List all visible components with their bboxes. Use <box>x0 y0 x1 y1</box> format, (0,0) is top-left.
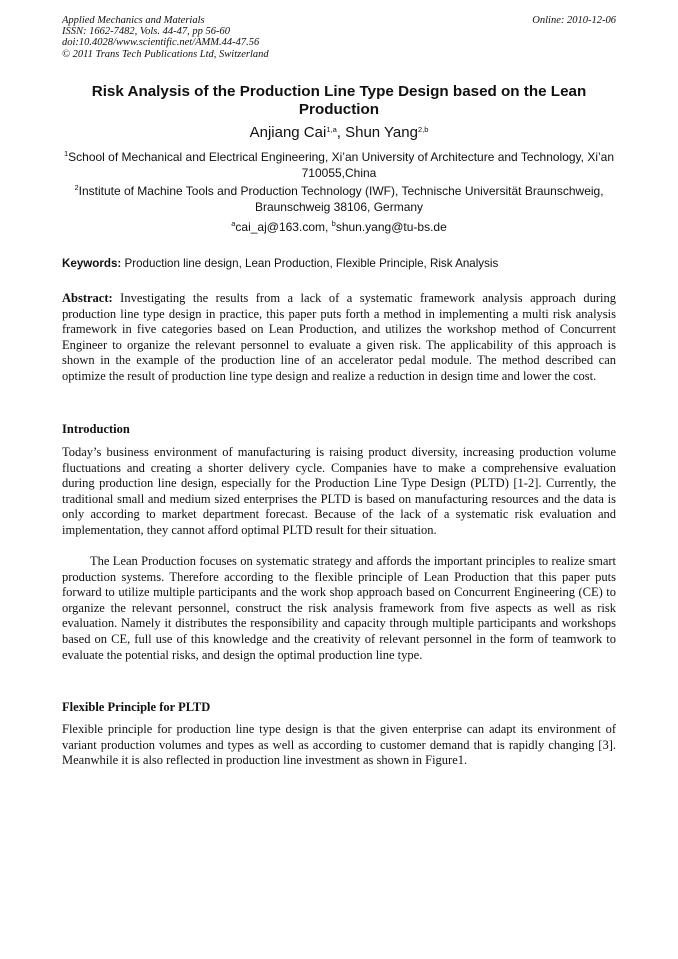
section-heading-introduction: Introduction <box>62 422 130 436</box>
abstract <box>62 291 616 385</box>
keywords-text: Production line design, Lean Production, Flexible Principle, Risk Analysis <box>121 257 499 270</box>
affiliation-mark: 2 <box>74 183 79 192</box>
abstract-label: Abstract: <box>62 291 113 305</box>
email-link[interactable]: cai_aj@163.com <box>235 220 325 234</box>
author-list <box>62 124 616 142</box>
abstract-text: Investigating the results from a lack of a systematic framework analysis approach during production line type design in practice, this paper puts forth a method in implementing a multi risk analysis framework in five categories based on Lean Production, and utilizes the workshop method of Concurrent Engineer to organize the relevant personnel to evaluate a given risk. The applicability of this approach is shown in the example of the production line of an accelerator pedal module. The method described can optimize the result of production line type design and realize a reduction in design time and lower the cost. <box>62 291 616 383</box>
body-paragraph: Flexible principle for production line type design is that the given enterprise can adapt its environment of variant production volumes and types as well as according to customer demand that is rapidly changing [3]. Meanwhile it is also reflected in production line investment as shown in Figure1. <box>62 722 616 768</box>
journal-header <box>62 15 269 60</box>
body-paragraph: Today’s business environment of manufacturing is raising product diversity, increasing production volume fluctuations and creating a shorter delivery cycle. Companies have to make a comprehensive evaluation during production line design, especially for the Production Line Type Design (PLTD) [1-2]. Currently, the traditional small and medium sized enterprises the PLTD is based on manufacturing resources and the data is only according to market department forecast. Because of the lack of a systematic risk evaluation and implementation, they cannot afford optimal PLTD result for their situation. <box>62 445 616 537</box>
email-separator: , <box>324 220 332 234</box>
section-heading-flexible-principle: Flexible Principle for PLTD <box>62 700 211 714</box>
author-affiliation-mark: 1,a <box>326 125 337 134</box>
paper-title: Risk Analysis of the Production Line Type Design based on the Lean Production <box>91 83 587 118</box>
author-name: Shun Yang <box>345 124 418 141</box>
keywords <box>62 256 616 271</box>
author-separator: , <box>336 124 346 141</box>
online-date: Online: 2010-12-06 <box>532 15 616 26</box>
keywords-label: Keywords: <box>62 257 122 270</box>
affiliation-text: School of Mechanical and Electrical Engineering, Xi’an University of Architecture and Technology, Xi’an 710055,China <box>68 150 615 180</box>
affiliation-1 <box>62 149 616 181</box>
affiliation-mark: 1 <box>63 149 69 158</box>
issn-line: ISSN: 1662-7482, Vols. 44-47, pp 56-60 <box>62 26 230 38</box>
author-affiliation-mark: 2,b <box>417 125 429 134</box>
email-mark: a <box>231 219 236 228</box>
email-mark: b <box>331 219 336 228</box>
affiliation-text: Institute of Machine Tools and Production Technology (IWF), Technische Universität Braunschweig, Braunschweig 38106, Germany <box>78 184 604 214</box>
body-paragraph: The Lean Production focuses on systematic strategy and affords the important principles to realize smart production systems. Therefore according to the flexible principle of Lean Production that this paper puts forward to utilize multiple participants and the work shop approach based on Concurrent Engineering (CE) to organize the relevant personnel, construct the risk analysis framework from five aspects as well as risk evaluation. Namely it distributes the responsibility and capacity through multiple participants and workshops based on CE, full use of this knowledge and the creativity of relevant personnel in the form of teamwork to evaluate the potential risks, and design the optimal production line type. <box>62 554 616 662</box>
author-name: Anjiang Cai <box>249 124 327 141</box>
journal-name: Applied Mechanics and Materials <box>62 15 205 26</box>
affiliation-2 <box>62 183 616 215</box>
doi-line: doi:10.4028/www.scientific.net/AMM.44-47.56 <box>62 37 260 49</box>
copyright-line: © 2011 Trans Tech Publications Ltd, Switzerland <box>62 48 269 60</box>
author-emails <box>62 219 616 235</box>
email-link[interactable]: shun.yang@tu-bs.de <box>335 220 447 234</box>
